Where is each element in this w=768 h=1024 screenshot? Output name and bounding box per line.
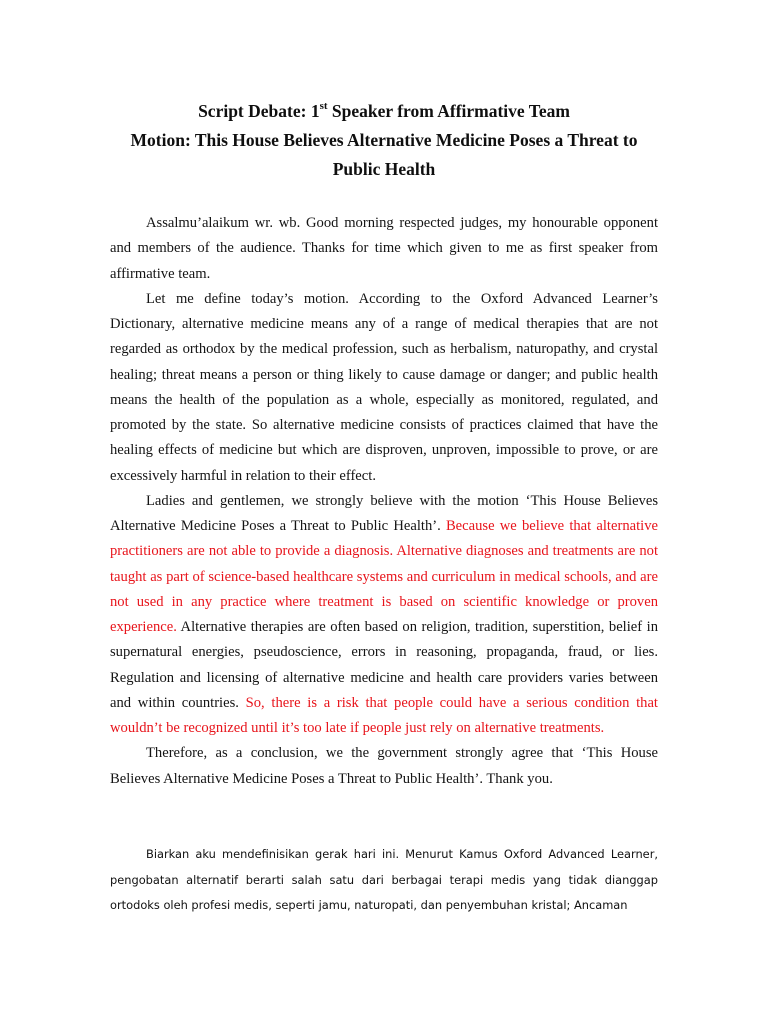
argument-middle: Alternative therapies are often based on religion, tradition, superstition, belief in supernatural energies, pseudoscience, errors in reasoning, propaganda, fraud, or lies. Regulation and licensing of alternative medicine and health care providers varies between and within countries. bbox=[110, 619, 658, 711]
paragraph-greeting: Assalmu’alaikum wr. wb. Good morning respected judges, my honourable opponent and members of the audience. Thanks for time which given to me as first speaker from affirmative team. bbox=[110, 215, 658, 282]
translation-block bbox=[110, 842, 658, 919]
paragraph-definition: Let me define today’s motion. According to the Oxford Advanced Learner’s Dictionary, alternative medicine means any of a range of medical therapies that are not regarded as orthodox by the medical profession, such as herbalism, naturopathy, and crystal healing; threat means a person or thing likely to cause damage or danger; and public health means the health of the population as a whole, especially as monitored, regulated, and promoted by the state. So alternative medicine consists of practices claimed that have the healing effects of medicine but which are disproven, unproven, impossible to prove, or are excessively harmful in relation to their effect. bbox=[110, 290, 658, 484]
document-title bbox=[0, 97, 768, 184]
title-line-1 bbox=[0, 97, 768, 126]
argument-highlight-1: Because we believe that alternative practitioners are not able to provide a diagnosis. Alternative diagnoses and treatments are not taught as part of science-based healthcare systems and curriculum in medical schools, and are not used in any practice where treatment is based on scientific knowledge or proven experience. bbox=[110, 518, 658, 635]
argument-intro: Ladies and gentlemen, we strongly believe with the motion ‘This House Believes Alternative Medicine Poses a Threat to Public Health’. bbox=[110, 492, 658, 534]
translation-paragraph: Biarkan aku mendefinisikan gerak hari ini. Menurut Kamus Oxford Advanced Learner, pengobatan alternatif berarti salah satu dari berbagai terapi medis yang tidak dianggap ortodoks oleh profesi medis, seperti jamu, naturopati, dan penyembuhan kristal; Ancaman bbox=[110, 847, 658, 912]
paragraph-conclusion: Therefore, as a conclusion, we the government strongly agree that ‘This House Believes Alternative Medicine Poses a Threat to Public Health’. Thank you. bbox=[110, 745, 658, 787]
title-line-1-suffix: Speaker from Affirmative Team bbox=[327, 101, 570, 121]
paragraph-argument bbox=[110, 489, 658, 742]
title-ordinal-suffix: st bbox=[319, 100, 328, 113]
title-line-1-prefix: Script Debate: 1 bbox=[198, 101, 320, 121]
argument-highlight-2: So, there is a risk that people could have a serious condition that wouldn’t be recognized until it’s too late if people just rely on alternative treatments. bbox=[110, 694, 658, 736]
speech-body bbox=[110, 211, 658, 792]
title-line-3: Public Health bbox=[332, 159, 436, 179]
title-line-2: Motion: This House Believes Alternative Medicine Poses a Threat to bbox=[130, 130, 638, 150]
